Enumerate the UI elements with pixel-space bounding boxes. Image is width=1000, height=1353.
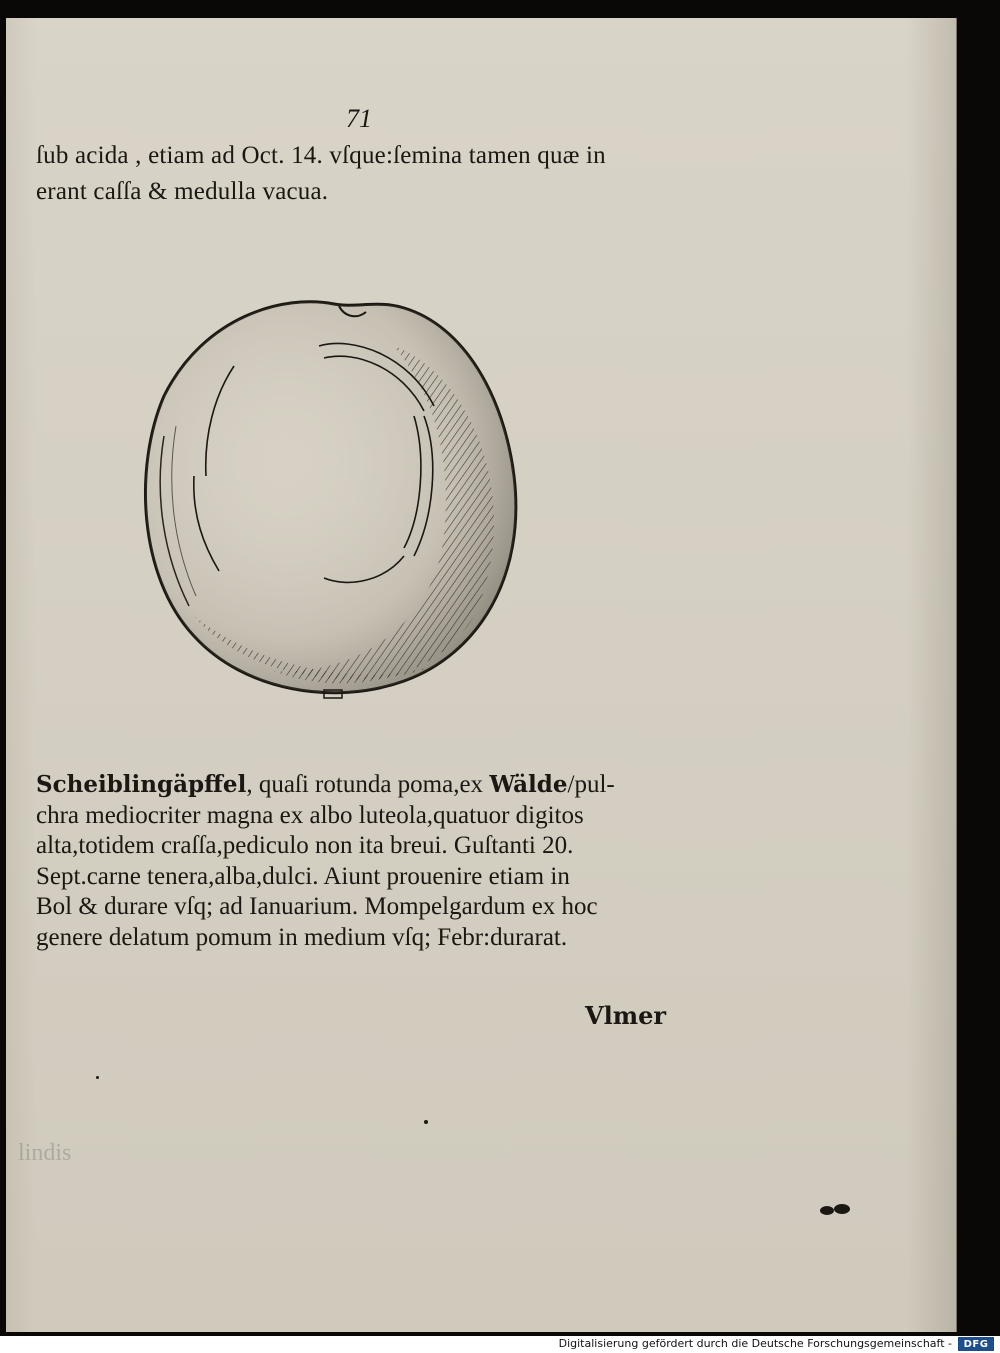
top-line: erant caſſa & medulla vacua.	[36, 178, 329, 205]
main-line: genere delatum pomum in medium vſq; Febr:durarat.	[36, 923, 568, 951]
bleed-through-text: lindis	[18, 1140, 72, 1166]
page-number: 71	[346, 104, 372, 133]
ink-speck	[424, 1120, 428, 1124]
main-line: alta,totidem craſſa,pediculo non ita breui. Guſtanti 20.	[36, 832, 574, 859]
place-name: Wälde	[489, 771, 568, 798]
ink-speck	[820, 1206, 834, 1215]
top-line: ſub acida , etiam ad Oct. 14. vſque:ſemina tamen quæ in	[36, 142, 606, 169]
top-paragraph	[36, 138, 606, 210]
footer-bar	[0, 1336, 1000, 1353]
main-line-first: Scheiblingäpffel, quaſi rotunda poma,ex Wälde/pul-	[36, 771, 615, 798]
main-line: Sept.carne tenera,alba,dulci. Aiunt prouenire etiam in	[36, 862, 570, 890]
catchword: Vlmer	[585, 1001, 667, 1030]
ink-speck	[96, 1076, 99, 1079]
dfg-logo[interactable]: DFG	[958, 1337, 994, 1351]
apple-woodcut-illustration	[134, 286, 534, 706]
ink-speck	[834, 1204, 850, 1214]
main-line: chra mediocriter magna ex albo luteola,quatuor digitos	[36, 801, 584, 829]
variety-name: Scheiblingäpffel	[36, 771, 247, 798]
main-line: Bol & durare vſq; ad Ianuarium. Mompelgardum ex hoc	[36, 893, 598, 920]
book-page	[6, 18, 957, 1332]
funding-notice: Digitalisierung gefördert durch die Deutsche Forschungsgemeinschaft -	[558, 1337, 952, 1350]
main-paragraph	[36, 770, 615, 953]
